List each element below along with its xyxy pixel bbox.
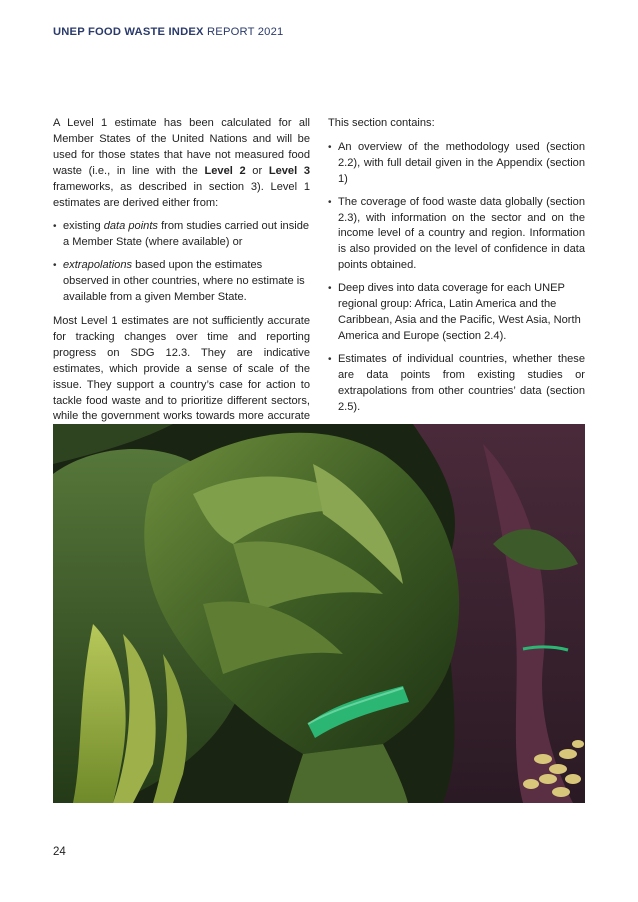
kale-photo bbox=[53, 424, 585, 803]
p1-level2: Level 2 bbox=[204, 164, 246, 177]
left-column bbox=[53, 116, 310, 449]
list-item bbox=[53, 219, 310, 251]
list-item: • Estimates of individual countries, whether these are data points from existing studies or extrapolations from other countries’ data (section 2.5). bbox=[328, 352, 585, 416]
header-title-rest: REPORT 2021 bbox=[207, 26, 284, 38]
left-paragraph-1 bbox=[53, 116, 310, 211]
left-bullet-list bbox=[53, 219, 310, 306]
left-paragraph-2: Most Level 1 estimates are not sufficiently accurate for tracking changes over time and reporting progress on SDG 12.3. They are indicative estimates, which provide a sense of scale of the issue. They support a country’s case for action to tackle food waste and to prioritize different sectors, while the government works towards more accurate bbox=[53, 314, 310, 423]
bullet-prefix: existing bbox=[63, 220, 104, 233]
right-intro: This section contains: bbox=[328, 117, 435, 129]
right-column bbox=[328, 116, 585, 462]
kale-photo-icon bbox=[53, 424, 585, 803]
bullet-emphasis: data points bbox=[103, 220, 158, 233]
right-bullet-list bbox=[328, 140, 585, 454]
list-item: • An overview of the methodology used (section 2.2), with full detail given in the Appendix (section 1) bbox=[328, 140, 585, 188]
running-header bbox=[53, 26, 283, 38]
bullet-rest: based upon the estimates observed in other countries, where no estimate is available from a given Member State. bbox=[63, 259, 305, 304]
list-item bbox=[53, 258, 310, 306]
p1-text-1: A Level 1 estimate has been calculated for all Member States of the United Nations and will be used for those states that have not measured food waste (i.e., in line with the bbox=[53, 117, 310, 177]
list-item: • Deep dives into data coverage for each UNEP regional group: Africa, Latin America and the Caribbean, Asia and the Pacific, West Asia, North America and Europe (section 2.4). bbox=[328, 281, 585, 345]
bullet-rest: from studies carried out inside a Member State (where available) or bbox=[63, 220, 310, 249]
bullet-emphasis: extrapolations bbox=[63, 259, 133, 272]
page-number: 24 bbox=[53, 846, 66, 858]
header-title-bold: UNEP FOOD WASTE INDEX bbox=[53, 26, 204, 38]
p1-text-3: frameworks, as described in section 3). Level 1 estimates are derived either from: bbox=[53, 180, 310, 209]
p1-level3: Level 3 bbox=[268, 164, 310, 177]
list-item: • The coverage of food waste data globally (section 2.3), with information on the sector and on the income level of a country and region. Information is also provided on the level of confidence in data points obtained. bbox=[328, 195, 585, 275]
p1-text-2: or bbox=[245, 164, 269, 177]
